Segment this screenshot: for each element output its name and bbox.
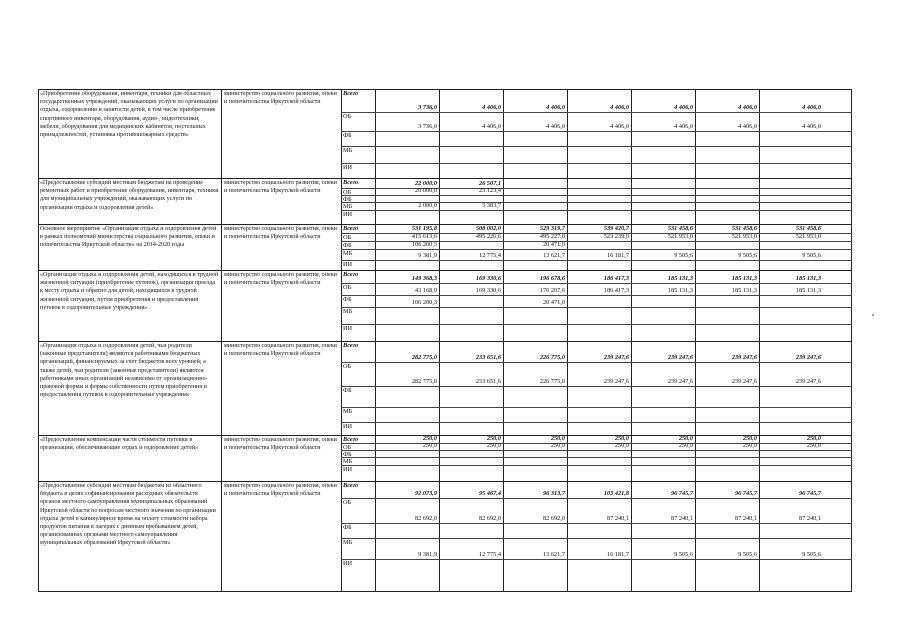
funding-source-label: ИИ — [343, 261, 353, 268]
subrow-border — [341, 422, 852, 423]
amount-cell: 149 368,3 — [411, 275, 437, 282]
column-border — [221, 435, 222, 481]
column-border — [38, 435, 39, 481]
table-bottom-border — [38, 591, 852, 592]
amount-cell: 16 181,7 — [606, 551, 629, 558]
funding-source-label: ОБ — [343, 113, 352, 120]
amount-cell: 250,0 — [550, 435, 565, 442]
amount-cell: 3 736,0 — [418, 104, 437, 111]
amount-cell: 185 131,3 — [795, 287, 821, 294]
measure-description: Основное мероприятие «Организация отдыха и оздоровления детей в рамках полномочий министерства социального развития, опеки и попечительства Иркутской области» на 2014-2020 годы — [40, 226, 217, 249]
funding-source-label: Всего — [343, 179, 359, 186]
amount-cell: 22 000,0 — [414, 180, 437, 187]
column-border — [631, 178, 632, 224]
amount-cell: 169 330,6 — [475, 275, 501, 282]
subrow-border — [341, 386, 852, 387]
amount-cell: 9 505,6 — [802, 252, 821, 259]
column-border — [221, 341, 222, 435]
amount-cell: 239 247,6 — [795, 378, 821, 385]
column-border — [221, 89, 222, 178]
subrow-border — [341, 465, 852, 466]
funding-source-label: ФБ — [343, 196, 352, 203]
amount-cell: 508 002,0 — [475, 225, 501, 232]
column-border — [38, 224, 39, 270]
amount-cell: 82 692,0 — [542, 515, 565, 522]
amount-cell: 282 775,0 — [411, 354, 437, 361]
funding-source-label: ИИ — [343, 325, 353, 332]
funding-source-label: ОБ — [343, 499, 352, 506]
column-border — [341, 224, 342, 270]
table-row — [38, 178, 852, 224]
column-border — [851, 270, 852, 341]
column-border — [38, 270, 39, 341]
measure-description: «Предоставление компенсации части стоимости путевки в организации, обеспечивающие отдых и оздоровление детей» — [40, 437, 199, 452]
amount-cell: 282 775,0 — [411, 378, 437, 385]
amount-cell: 169 330,6 — [475, 287, 501, 294]
table-row — [38, 481, 852, 591]
amount-cell: 250,0 — [678, 435, 693, 442]
row-border — [38, 89, 852, 90]
amount-cell: 233 651,6 — [475, 378, 501, 385]
amount-cell: 250,0 — [486, 442, 501, 449]
column-border — [503, 89, 504, 178]
funding-source-label: ОБ — [343, 363, 352, 370]
subrow-border — [341, 324, 852, 325]
amount-cell: 185 131,3 — [731, 287, 757, 294]
column-border — [221, 481, 222, 591]
amount-cell: 4 406,0 — [674, 104, 693, 111]
funding-source-label: ФБ — [343, 524, 352, 531]
amount-cell: 9 505,6 — [738, 551, 757, 558]
amount-cell: 239 247,6 — [667, 354, 693, 361]
column-border — [341, 89, 342, 178]
amount-cell: 4 406,0 — [546, 123, 565, 130]
column-border — [341, 435, 342, 481]
amount-cell: 185 131,3 — [731, 275, 757, 282]
amount-cell: 87 240,1 — [798, 515, 821, 522]
amount-cell: 250,0 — [422, 435, 437, 442]
column-border — [341, 270, 342, 341]
column-border — [38, 481, 39, 591]
funding-source-label: МБ — [343, 147, 353, 154]
subrow-border — [341, 112, 852, 113]
amount-cell: 531 458,6 — [667, 225, 693, 232]
subrow-border — [341, 307, 852, 308]
amount-cell: 521 953,0 — [731, 233, 757, 240]
measure-description: «Организация отдыха и оздоровления детей, находящихся в трудной жизненной ситуации (приобретение путевок), организация проезда к месту отдыха и обратно для детей, находящихся в трудной жизненной ситуации, путем приобретения и предоставления путевок в оздоровительные учреждения» — [40, 272, 219, 311]
column-border — [759, 89, 760, 178]
responsible-executor: министерство социального развития, опеки и попечительства Иркутской области — [224, 483, 337, 498]
amount-cell: 20 000,0 — [414, 187, 437, 194]
amount-cell: 531 458,6 — [795, 225, 821, 232]
amount-cell: 239 247,6 — [731, 354, 757, 361]
funding-source-label: МБ — [343, 408, 353, 415]
column-border — [503, 178, 504, 224]
amount-cell: 20 471,0 — [542, 299, 565, 306]
column-border — [341, 341, 342, 435]
subrow-border — [341, 498, 852, 499]
subrow-border — [341, 450, 852, 451]
responsible-executor: министерство социального развития, опеки и попечительства Иркутской области — [224, 180, 337, 195]
funding-source-label: ИИ — [343, 423, 353, 430]
column-border — [567, 178, 568, 224]
row-border — [38, 270, 852, 271]
amount-cell: 9 381,9 — [418, 551, 437, 558]
subrow-border — [341, 260, 852, 261]
subrow-border — [341, 146, 852, 147]
subrow-border — [341, 131, 852, 132]
amount-cell: 96 313,7 — [542, 490, 565, 497]
amount-cell: 9 505,6 — [738, 252, 757, 259]
amount-cell: 186 417,3 — [603, 287, 629, 294]
funding-source-label: ОБ — [343, 284, 352, 291]
funding-source-label: ИИ — [343, 560, 353, 567]
amount-cell: 250,0 — [550, 442, 565, 449]
amount-cell: 96 745,7 — [670, 490, 693, 497]
column-border — [341, 178, 342, 224]
amount-cell: 43 168,0 — [414, 287, 437, 294]
funding-source-label: ФБ — [343, 451, 352, 458]
amount-cell: 250,0 — [742, 442, 757, 449]
amount-cell: 250,0 — [742, 435, 757, 442]
responsible-executor: министерство социального развития, опеки и попечительства Иркутской области — [224, 272, 337, 287]
amount-cell: 250,0 — [614, 442, 629, 449]
subrow-border — [341, 283, 852, 284]
amount-cell: 185 131,3 — [795, 275, 821, 282]
table-row — [38, 224, 852, 270]
row-border — [38, 178, 852, 179]
amount-cell: 9 381,9 — [418, 252, 437, 259]
funding-source-label: ФБ — [343, 132, 352, 139]
funding-source-label: ОБ — [343, 444, 352, 451]
table-row — [38, 89, 852, 178]
amount-cell: 106 200,3 — [411, 241, 437, 248]
measure-description: «Предоставление субсидий местным бюджетам из областного бюджета в целях софинансирования расходных обязательств органов местного самоуправления муниципальных образований Иркутской области по вопросам местного значения по организации отдыха детей в каникулярное время на оплату стоимости набора продуктов питания в лагерях с дневным пребыванием детей, организованных органами местного самоуправления муниципальных образований Иркутской области» — [40, 483, 216, 547]
amount-cell: 415 613,6 — [411, 233, 437, 240]
column-border — [221, 224, 222, 270]
funding-source-label: ИИ — [343, 211, 353, 218]
amount-cell: 92 073,9 — [414, 490, 437, 497]
column-border — [695, 178, 696, 224]
amount-cell: 250,0 — [614, 435, 629, 442]
column-border — [851, 178, 852, 224]
budget-table — [38, 89, 852, 591]
table-row — [38, 435, 852, 481]
amount-cell: 96 745,7 — [798, 490, 821, 497]
funding-source-label: МБ — [343, 308, 353, 315]
amount-cell: 4 406,0 — [482, 104, 501, 111]
funding-source-label: ФБ — [343, 296, 352, 303]
amount-cell: 82 692,0 — [414, 515, 437, 522]
amount-cell: 185 131,3 — [667, 275, 693, 282]
responsible-executor: министерство социального развития, опеки и попечительства Иркутской области — [224, 226, 337, 241]
subrow-border — [341, 457, 852, 458]
funding-source-label: Всего — [343, 271, 359, 278]
funding-source-label: МБ — [343, 539, 353, 546]
amount-cell: 87 240,1 — [734, 515, 757, 522]
funding-source-label: Всего — [343, 482, 359, 489]
amount-cell: 196 678,6 — [539, 275, 565, 282]
table-row — [38, 270, 852, 341]
amount-cell: 176 207,6 — [539, 287, 565, 294]
amount-cell: 531 195,8 — [411, 225, 437, 232]
amount-cell: 16 181,7 — [606, 252, 629, 259]
amount-cell: 521 953,0 — [795, 233, 821, 240]
amount-cell: 87 240,1 — [670, 515, 693, 522]
amount-cell: 226 775,0 — [539, 378, 565, 385]
amount-cell: 239 247,6 — [603, 378, 629, 385]
responsible-executor: министерство социального развития, опеки и попечительства Иркутской области — [224, 437, 337, 452]
measure-description: «Предоставление субсидий местным бюджетам на проведение ремонтных работ и приобретение оборудования, инвентаря, техники для муниципальных учреждений, оказывающих услуги по организации отдыха и оздоровления детей» — [40, 180, 219, 211]
column-border — [759, 178, 760, 224]
amount-cell: 106 200,3 — [411, 299, 437, 306]
amount-cell: 82 692,0 — [478, 515, 501, 522]
amount-cell: 95 467,4 — [478, 490, 501, 497]
funding-source-label: Всего — [343, 90, 359, 97]
row-border — [38, 481, 852, 482]
funding-source-label: Всего — [343, 436, 359, 443]
subrow-border — [341, 195, 852, 196]
funding-source-label: МБ — [343, 458, 353, 465]
funding-source-label: Всего — [343, 342, 359, 349]
amount-cell: 3 736,0 — [418, 123, 437, 130]
amount-cell: 9 505,6 — [802, 551, 821, 558]
amount-cell: 4 406,0 — [738, 104, 757, 111]
column-border — [375, 89, 376, 178]
subrow-border — [341, 362, 852, 363]
amount-cell: 3 383,7 — [482, 202, 501, 209]
column-border — [851, 89, 852, 178]
funding-source-label: ФБ — [343, 242, 352, 249]
column-border — [851, 341, 852, 435]
amount-cell: 250,0 — [678, 442, 693, 449]
amount-cell: 186 417,3 — [603, 275, 629, 282]
amount-cell: 4 406,0 — [610, 123, 629, 130]
responsible-executor: министерство социального развития, опеки и попечительства Иркутской области — [224, 91, 337, 106]
amount-cell: 4 406,0 — [802, 123, 821, 130]
amount-cell: 529 319,7 — [539, 225, 565, 232]
amount-cell: 26 507,1 — [478, 180, 501, 187]
column-border — [38, 341, 39, 435]
amount-cell: 4 406,0 — [802, 104, 821, 111]
column-border — [221, 178, 222, 224]
amount-cell: 4 406,0 — [738, 123, 757, 130]
amount-cell: 4 406,0 — [546, 104, 565, 111]
amount-cell: 12 775,4 — [478, 252, 501, 259]
funding-source-label: Всего — [343, 225, 359, 232]
amount-cell: 250,0 — [422, 442, 437, 449]
subrow-border — [341, 538, 852, 539]
row-border — [38, 341, 852, 342]
amount-cell: 239 247,6 — [667, 378, 693, 385]
responsible-executor: министерство социального развития, опеки и попечительства Иркутской области — [224, 343, 337, 358]
column-border — [439, 89, 440, 178]
table-row — [38, 341, 852, 435]
amount-cell: 4 406,0 — [674, 123, 693, 130]
funding-source-label: ОБ — [343, 234, 352, 241]
measure-description: «Приобретение оборудования, инвентаря, техники для областных государственных учреждений, оказывающих услуги по организации отдыха, оздоровления и занятости детей, в том числе приобретение спортивного инвентаря, оборудования, аудио-, видеотехники, мебели, оборудования для медицинских кабинетов, постельных принадлежностей, установка противопожарных средств» — [40, 91, 218, 139]
funding-source-label: МБ — [343, 203, 353, 210]
amount-cell: 523 239,0 — [603, 233, 629, 240]
subrow-border — [341, 249, 852, 250]
measure-description: «Организация отдыха и оздоровления детей, чьи родители (законные представители) являются работниками бюджетных организаций, финансируемых за счет бюджетов всех уровней; а также детей, чьи родители (законные представители) являются работниками иных организаций независимо от организационно-правовой формы и формы собственности путем приобретения и предоставления путевок в оздоровительные учреждения» — [40, 343, 208, 399]
amount-cell: 4 406,0 — [610, 104, 629, 111]
funding-source-label: ФБ — [343, 387, 352, 394]
amount-cell: 20 471,0 — [542, 241, 565, 248]
amount-cell: 96 745,7 — [734, 490, 757, 497]
amount-cell: 531 458,6 — [731, 225, 757, 232]
amount-cell: 185 131,3 — [667, 287, 693, 294]
column-border — [38, 89, 39, 178]
amount-cell: 226 775,0 — [539, 354, 565, 361]
amount-cell: 495 226,6 — [475, 233, 501, 240]
subrow-border — [341, 523, 852, 524]
subrow-border — [341, 163, 852, 164]
column-border — [631, 89, 632, 178]
amount-cell: 239 247,6 — [731, 378, 757, 385]
amount-cell: 233 651,6 — [475, 354, 501, 361]
amount-cell: 539 420,7 — [603, 225, 629, 232]
amount-cell: 13 621,7 — [542, 252, 565, 259]
column-border — [38, 178, 39, 224]
column-border — [695, 89, 696, 178]
funding-source-label: ИИ — [343, 466, 353, 473]
amount-cell: 103 421,8 — [603, 490, 629, 497]
column-border — [567, 89, 568, 178]
amount-cell: 2 000,0 — [418, 202, 437, 209]
amount-cell: 12 775,4 — [478, 551, 501, 558]
column-border — [851, 224, 852, 270]
funding-source-label: ОБ — [343, 189, 352, 196]
amount-cell: 13 621,7 — [542, 551, 565, 558]
amount-cell: 521 953,0 — [667, 233, 693, 240]
amount-cell: 239 247,6 — [603, 354, 629, 361]
amount-cell: 9 505,6 — [674, 551, 693, 558]
subrow-border — [341, 210, 852, 211]
amount-cell: 4 406,0 — [482, 123, 501, 130]
funding-source-label: ИИ — [343, 164, 353, 171]
subrow-border — [341, 559, 852, 560]
amount-cell: 23 123,4 — [478, 187, 501, 194]
amount-cell: 87 240,1 — [606, 515, 629, 522]
amount-cell: 239 247,6 — [795, 354, 821, 361]
subrow-border — [341, 295, 852, 296]
subrow-border — [341, 407, 852, 408]
amount-cell: 495 227,0 — [539, 233, 565, 240]
column-border — [221, 270, 222, 341]
funding-source-label: МБ — [343, 250, 353, 257]
amount-cell: 250,0 — [486, 435, 501, 442]
amount-cell: 250,0 — [806, 435, 821, 442]
column-border — [851, 435, 852, 481]
scan-artifact — [872, 314, 874, 316]
amount-cell: 9 505,6 — [674, 252, 693, 259]
amount-cell: 250,0 — [806, 442, 821, 449]
